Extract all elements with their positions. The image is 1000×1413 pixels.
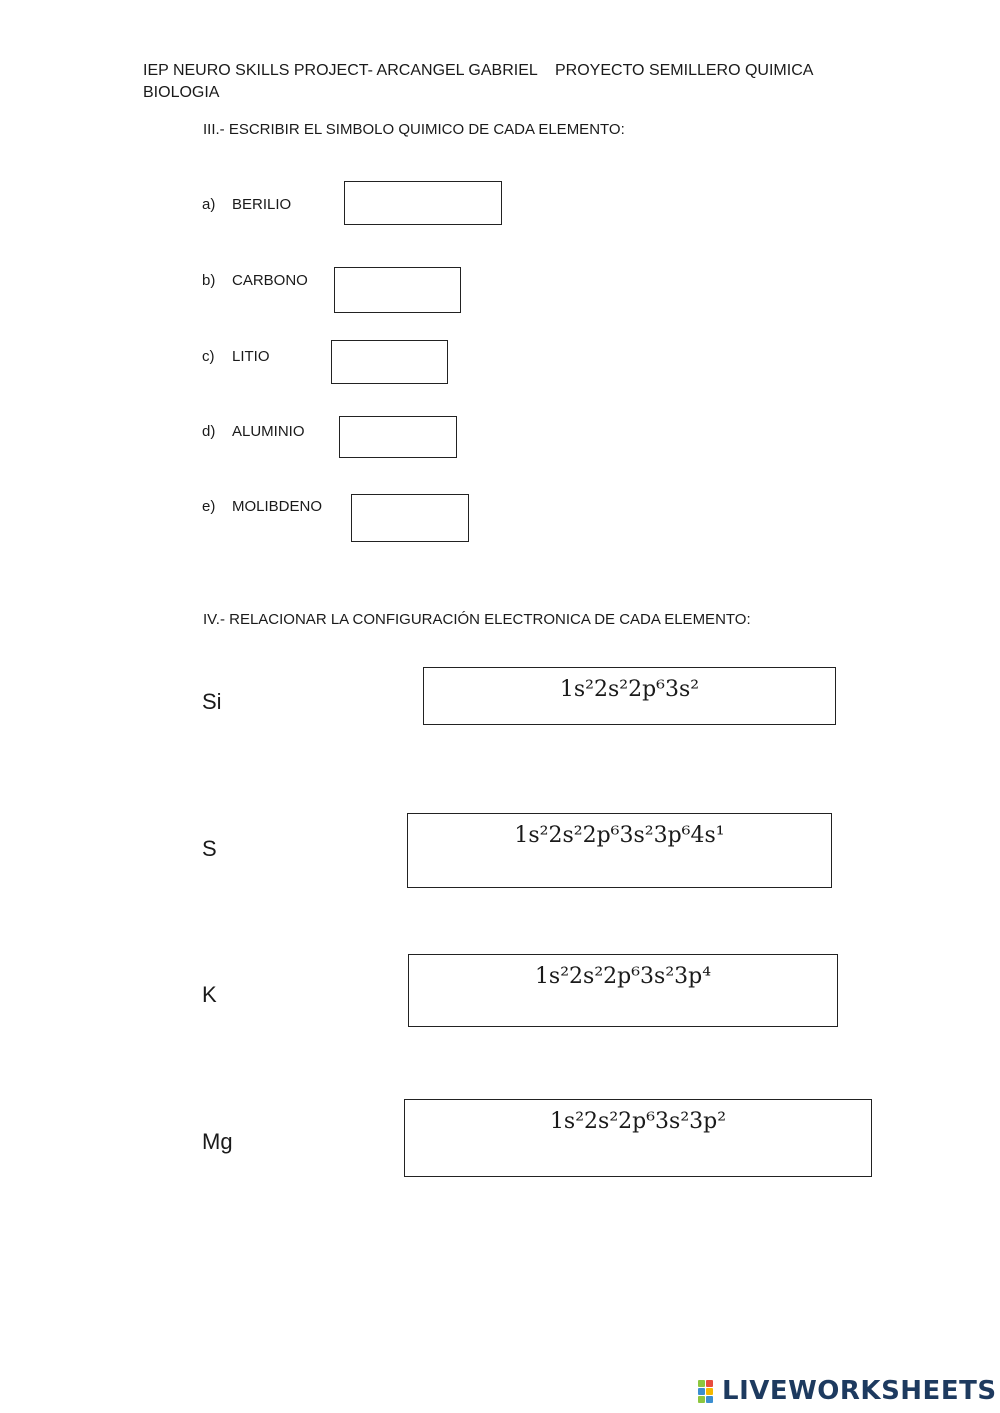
item-name-litio: LITIO (232, 348, 270, 365)
header-left-line1: IEP NEURO SKILLS PROJECT- ARCANGEL GABRIEL (143, 62, 538, 79)
config-text-3: 1s²2s²2p⁶3s²3p⁴ (534, 964, 712, 989)
answer-box-aluminio[interactable] (339, 416, 457, 458)
item-letter-a: a) (202, 196, 216, 213)
element-mg: Mg (202, 1129, 233, 1154)
item-name-molibdeno: MOLIBDENO (232, 498, 323, 515)
element-si: Si (202, 689, 222, 714)
config-box-2[interactable] (407, 813, 832, 888)
item-name-berilio: BERILIO (232, 196, 292, 213)
item-letter-e: e) (202, 498, 216, 515)
item-name-aluminio: ALUMINIO (232, 423, 305, 440)
config-text-2: 1s²2s²2p⁶3s²3p⁶4s¹ (514, 823, 725, 848)
answer-box-carbono[interactable] (334, 267, 461, 313)
section4-title: IV.- RELACIONAR LA CONFIGURACIÓN ELECTRONICA DE CADA ELEMENTO: (203, 611, 751, 628)
item-name-carbono: CARBONO (232, 272, 308, 289)
liveworksheets-brand[interactable]: LIVEWORKSHEETS (722, 1376, 997, 1406)
config-text-1: 1s²2s²2p⁶3s² (559, 677, 700, 702)
answer-box-berilio[interactable] (344, 181, 502, 225)
element-k: K (202, 982, 217, 1007)
section3-title: III.- ESCRIBIR EL SIMBOLO QUIMICO DE CADA ELEMENTO: (203, 121, 625, 138)
item-letter-b: b) (202, 272, 216, 289)
element-s: S (202, 836, 217, 861)
item-letter-d: d) (202, 423, 216, 440)
answer-box-molibdeno[interactable] (351, 494, 469, 542)
config-text-4: 1s²2s²2p⁶3s²3p² (549, 1109, 727, 1134)
config-box-4[interactable] (404, 1099, 872, 1177)
header-left-line2: BIOLOGIA (143, 84, 220, 101)
item-letter-c: c) (202, 348, 215, 365)
header-right: PROYECTO SEMILLERO QUIMICA (555, 62, 814, 79)
answer-box-litio[interactable] (331, 340, 448, 384)
config-box-1[interactable] (423, 667, 836, 725)
liveworksheets-logo-icon (698, 1380, 720, 1404)
config-box-3[interactable] (408, 954, 838, 1027)
